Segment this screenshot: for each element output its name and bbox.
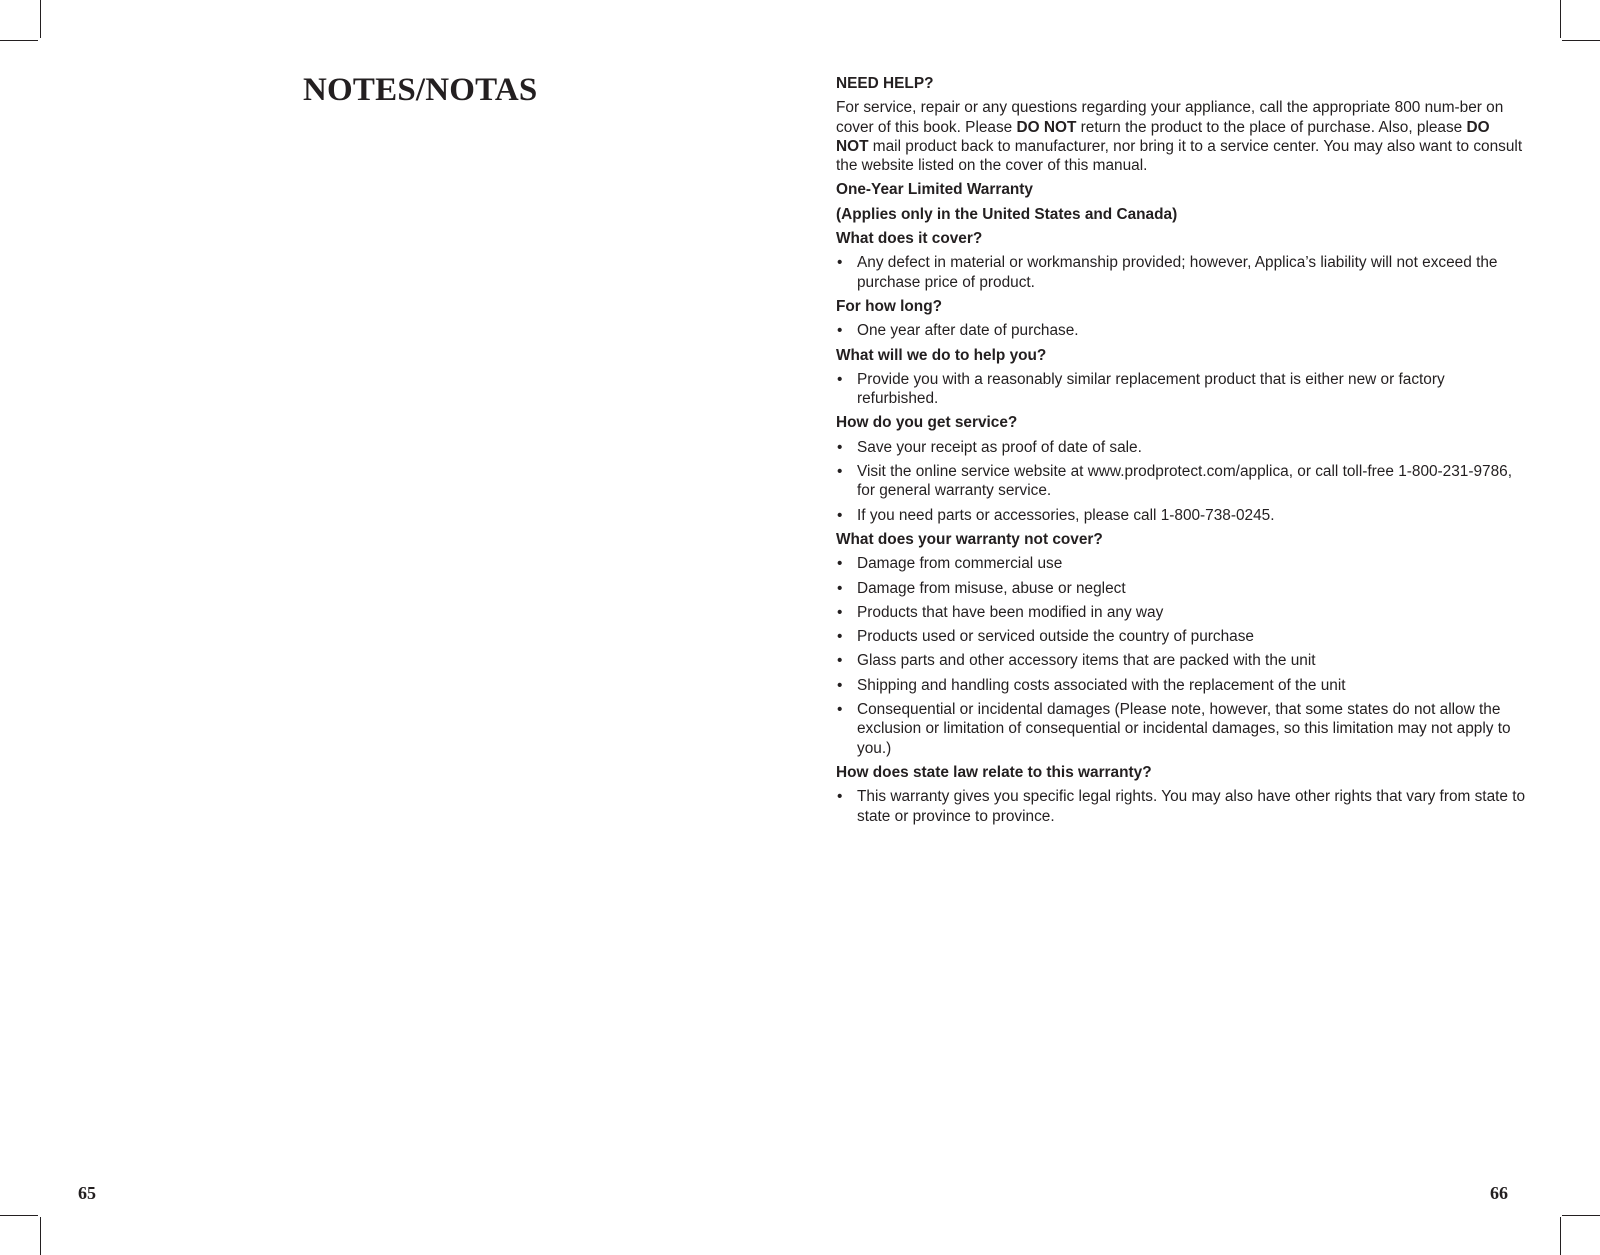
list-item (836, 787, 1526, 826)
list-item (836, 676, 1526, 695)
bullet-icon: • (837, 701, 843, 719)
page-number-right: 66 (1490, 1183, 1508, 1203)
bullet-icon: • (837, 788, 843, 806)
bullet-icon: • (837, 254, 843, 272)
section-heading: For how long? (836, 297, 942, 315)
list-item (836, 651, 1526, 670)
list-item-text: Products that have been modified in any way (857, 603, 1164, 621)
bullet-list (836, 321, 1526, 340)
crop-mark (1562, 1215, 1600, 1216)
list-item-text: Damage from misuse, abuse or neglect (857, 579, 1126, 597)
bullet-list (836, 787, 1526, 826)
list-item-text: One year after date of purchase. (857, 322, 1079, 340)
list-item (836, 506, 1526, 525)
list-item (836, 579, 1526, 598)
need-help-heading: NEED HELP? (836, 75, 934, 92)
bullet-icon: • (837, 628, 843, 646)
bullet-icon: • (837, 370, 843, 388)
page-number-left: 65 (78, 1183, 96, 1203)
list-item (836, 438, 1526, 457)
list-item-text: Save your receipt as proof of date of sale. (857, 438, 1142, 456)
list-item (836, 627, 1526, 646)
list-item-text: Damage from commercial use (857, 555, 1063, 573)
list-item-text: Shipping and handling costs associated with the replacement of the unit (857, 676, 1346, 694)
list-item-text: Visit the online service website at www.prodprotect.com/applica, or call toll-free 1-800-231-9786, for general warranty service. (857, 463, 1513, 500)
bullet-list (836, 438, 1526, 525)
intro-text: return the product to the place of purchase. Also, please (1076, 118, 1467, 136)
warranty-sections (836, 229, 1526, 826)
list-item-text: Consequential or incidental damages (Please note, however, that some states do not allow the exclusion or limitation of consequential or incidental damages, so this limitation may not apply to you.) (857, 701, 1511, 757)
list-item-text: If you need parts or accessories, please call 1-800-738-0245. (857, 506, 1275, 524)
list-item (836, 603, 1526, 622)
bullet-icon: • (837, 322, 843, 340)
bullet-icon: • (837, 676, 843, 694)
bullet-list (836, 554, 1526, 758)
list-item-text: Any defect in material or workmanship provided; however, Applica’s liability will not exceed the purchase price of product. (857, 254, 1498, 291)
warranty-section (836, 74, 1526, 826)
section-heading: What does it cover? (836, 230, 983, 248)
intro-text: mail product back to manufacturer, nor bring it to a service center. You may also want to consult the website listed on the cover of this manual. (836, 137, 1523, 175)
bullet-icon: • (837, 506, 843, 524)
section-heading: How do you get service? (836, 414, 1018, 432)
list-item-text: Products used or serviced outside the country of purchase (857, 628, 1254, 646)
bullet-icon: • (837, 555, 843, 573)
warranty-scope: (Applies only in the United States and Canada) (836, 205, 1178, 223)
list-item (836, 462, 1526, 501)
intro-emphasis: DO NOT (1016, 118, 1077, 136)
list-item-text: This warranty gives you specific legal rights. You may also have other rights that vary from state to state or province to province. (857, 788, 1526, 825)
need-help-text (836, 98, 1526, 175)
list-item-text: Provide you with a reasonably similar replacement product that is either new or factory refurbished. (857, 370, 1445, 408)
bullet-icon: • (837, 438, 843, 456)
warranty-title: One-Year Limited Warranty (836, 181, 1033, 199)
bullet-icon: • (837, 603, 843, 621)
intro-text: For service, repair or any questions regarding your appliance, call the appropriate 800 num-ber on cover of this book. Please (836, 99, 1504, 136)
intro-emphasis: DO NOT (836, 118, 1490, 155)
crop-mark (40, 1217, 41, 1255)
bullet-list (836, 370, 1526, 409)
crop-mark (1560, 1217, 1561, 1255)
section-heading: What does your warranty not cover? (836, 530, 1103, 548)
list-item (836, 321, 1526, 340)
list-item (836, 554, 1526, 573)
notes-title: NOTES/NOTAS (303, 72, 538, 108)
crop-mark (1562, 40, 1600, 41)
list-item (836, 700, 1526, 758)
bullet-list (836, 253, 1526, 292)
section-heading: How does state law relate to this warranty? (836, 763, 1152, 781)
list-item-text: Glass parts and other accessory items that are packed with the unit (857, 652, 1316, 670)
list-item (836, 253, 1526, 292)
crop-mark (1560, 0, 1561, 38)
bullet-icon: • (837, 579, 843, 597)
crop-mark (0, 1215, 38, 1216)
section-heading: What will we do to help you? (836, 346, 1047, 364)
list-item (836, 370, 1526, 409)
crop-mark (40, 0, 41, 38)
crop-mark (0, 40, 38, 41)
bullet-icon: • (837, 463, 843, 481)
bullet-icon: • (837, 652, 843, 670)
